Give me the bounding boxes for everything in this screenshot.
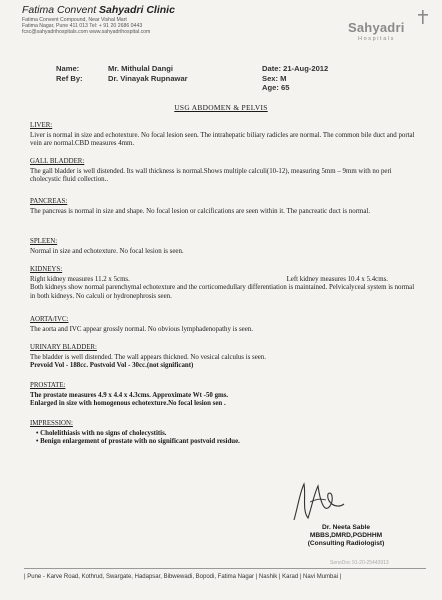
doctor-role: (Consulting Radiologist) — [307, 540, 385, 547]
section-heading: URINARY BLADDER: — [30, 344, 97, 351]
ref-label: Ref By: — [56, 73, 83, 83]
letterhead — [22, 4, 322, 36]
section-text: Liver is normal in size and echotexture. No focal lesion seen. The intrahepatic biliary radicles are normal. The common bile duct and portal vein are normal.CBD measures 4mm. — [30, 131, 415, 148]
section-text: The aorta and IVC appear grossly normal. No obvious lymphadenopathy is seen. — [30, 325, 253, 333]
doctor-block — [296, 524, 396, 548]
address-line: fcsc@sahyadrihospitals.com www.sahyadrihospital.com — [22, 29, 151, 36]
section-liver — [30, 122, 420, 149]
section-gall-bladder — [30, 158, 420, 185]
section-heading: LIVER: — [30, 122, 53, 129]
section-text: The pancreas is normal in size and shape. No focal lesion or calcifications are seen within it. The pancreatic duct is normal. — [30, 207, 371, 215]
section-spleen — [30, 238, 420, 256]
section-heading: KIDNEYS: — [30, 266, 63, 273]
impression-list — [30, 430, 420, 447]
cross-icon — [418, 10, 428, 24]
address-line: Fatima Nagar, Pune 411 013 Tel: + 91 20 2686 0443 — [22, 23, 143, 30]
section-text: The gall bladder is well distended. Its wall thickness is normal.Shows multiple calculi(10-12), measuring 5mm – 9mm with no peri cholecystic fluid collection.. — [30, 167, 392, 184]
report-title: USG ABDOMEN & PELVIS — [174, 103, 268, 112]
report-date: Date: 21-Aug-2012 — [262, 64, 329, 73]
impression-item: • Benign enlargement of prostate with no significant postvoid residue. — [36, 438, 240, 446]
section-text: The prostate measures 4.9 x 4.4 x 4.3cms. Approximate Wt -50 gms. — [30, 391, 229, 399]
section-text: Normal in size and echotexture. No focal lesion is seen. — [30, 247, 184, 255]
patient-name: Mr. Mithulal Dangi — [108, 64, 173, 73]
report-meta — [262, 64, 328, 93]
void-volumes: Prevoid Vol - 188cc. Postvoid Vol - 30cc.(not significant) — [30, 362, 194, 370]
doctor-name: Dr. Neeta Sable — [321, 524, 370, 531]
section-heading: AORTA/IVC: — [30, 316, 69, 323]
section-aorta — [30, 316, 420, 334]
signature — [284, 476, 354, 526]
name-label: Name: — [56, 64, 80, 73]
section-text-2: Enlarged in size with homogenous echotexture.No focal lesion sen . — [30, 400, 226, 408]
patient-age: Age: 65 — [262, 83, 290, 92]
section-kidneys — [30, 266, 420, 301]
section-heading: PANCREAS: — [30, 198, 68, 205]
section-heading: GALL BLADDER: — [30, 158, 85, 165]
section-heading: IMPRESSION: — [30, 420, 73, 427]
kidney-measurements — [30, 276, 420, 285]
section-heading: PROSTATE: — [30, 382, 66, 389]
address-line: Fatima Convent Compound, Near Vishal Mart — [22, 17, 127, 23]
section-prostate — [30, 382, 420, 409]
clinic-address — [22, 17, 322, 36]
footer-divider — [24, 568, 426, 569]
section-heading: SPLEEN: — [30, 238, 58, 245]
referring-doctor: Dr. Vinayak Rupnawar — [108, 73, 188, 83]
section-text: Both kidneys show normal parenchymal echotexture and the corticomedullary differentiation is maintained. Pelvicalyceal system is normal in both kidneys. No calculi or hydronephrosis seen. — [30, 284, 415, 300]
patient-info — [56, 64, 188, 83]
section-pancreas — [30, 198, 420, 216]
document-reference: SonoDoc 91-20-25443913 — [330, 560, 389, 566]
impression-item: • Cholelithiasis with no signs of cholecystitis. — [36, 429, 167, 437]
clinic-name: Fatima Convent Sahyadri Clinic — [22, 4, 175, 16]
left-kidney-size: Left kidney measures 10.4 x 5.4cms. — [286, 275, 388, 283]
section-impression — [30, 420, 420, 447]
branch-footer: | Pune - Karve Road, Kothrud, Swargate, Hadapsar, Bibwewadi, Bopodi, Fatima Nagar | Nashik | Karad | Navi Mumbai | — [24, 574, 342, 580]
section-urinary-bladder — [30, 344, 420, 371]
logo-name: Sahyadri — [348, 20, 405, 35]
patient-sex: Sex: M — [262, 73, 287, 83]
sahyadri-logo — [348, 10, 428, 46]
right-kidney-size: Right kidney measures 11.2 x 5cms. — [30, 275, 130, 283]
doctor-degrees: MBBS,DMRD,PGDHHM — [309, 532, 383, 539]
section-text: The bladder is well distended. The wall appears thickned. No vesical calculus is seen. — [30, 353, 266, 361]
logo-tagline: Hospitals — [358, 36, 396, 42]
